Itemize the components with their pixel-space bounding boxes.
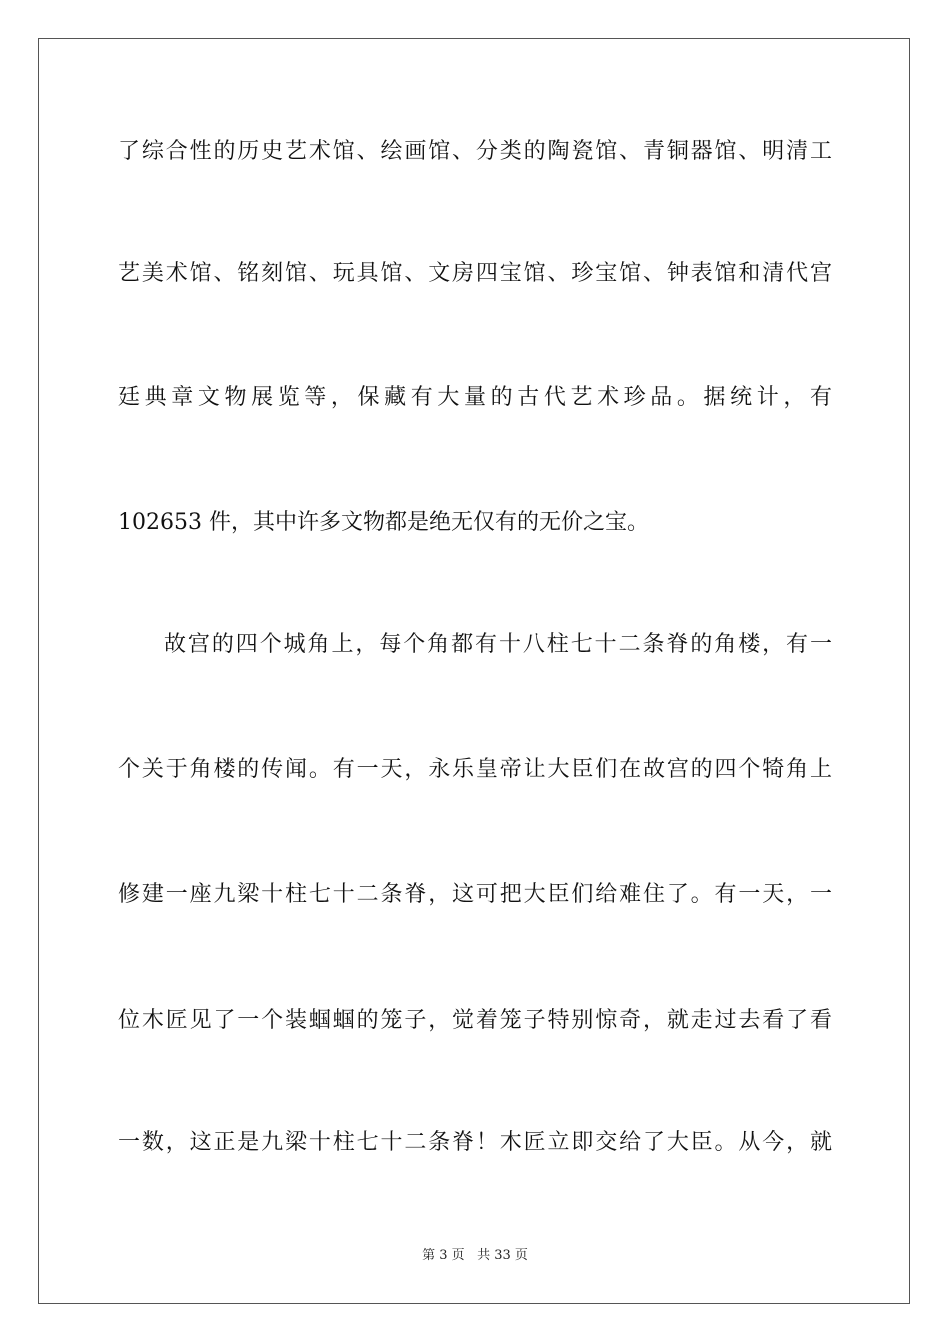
paragraph-line: 故宫的四个城角上，每个角都有十八柱七十二条脊的角楼，有一 [164, 632, 832, 657]
page-border [38, 38, 910, 1304]
paragraph-line: 廷典章文物展览等，保藏有大量的古代艺术珍品。据统计，有 [118, 385, 832, 410]
paragraph-line: 位木匠见了一个装蝈蝈的笼子，觉着笼子特别惊奇，就走过去看了看 [118, 1008, 832, 1033]
paragraph-line: 修建一座九梁十柱七十二条脊，这可把大臣们给难住了。有一天，一 [118, 882, 832, 907]
paragraph-line: 个关于角楼的传闻。有一天，永乐皇帝让大臣们在故宫的四个犄角上 [118, 757, 832, 782]
page-number: 第 3 页 [422, 1248, 465, 1263]
page-total: 共 33 页 [477, 1248, 528, 1263]
page-footer [0, 1247, 950, 1265]
paragraph-line: 102653 件，其中许多文物都是绝无仅有的无价之宝。 [118, 510, 649, 535]
paragraph-line: 一数，这正是九梁十柱七十二条脊！木匠立即交给了大臣。从今，就 [118, 1130, 832, 1155]
paragraph-line: 艺美术馆、铭刻馆、玩具馆、文房四宝馆、珍宝馆、钟表馆和清代宫 [118, 261, 832, 286]
paragraph-line: 了综合性的历史艺术馆、绘画馆、分类的陶瓷馆、青铜器馆、明清工 [118, 139, 832, 164]
